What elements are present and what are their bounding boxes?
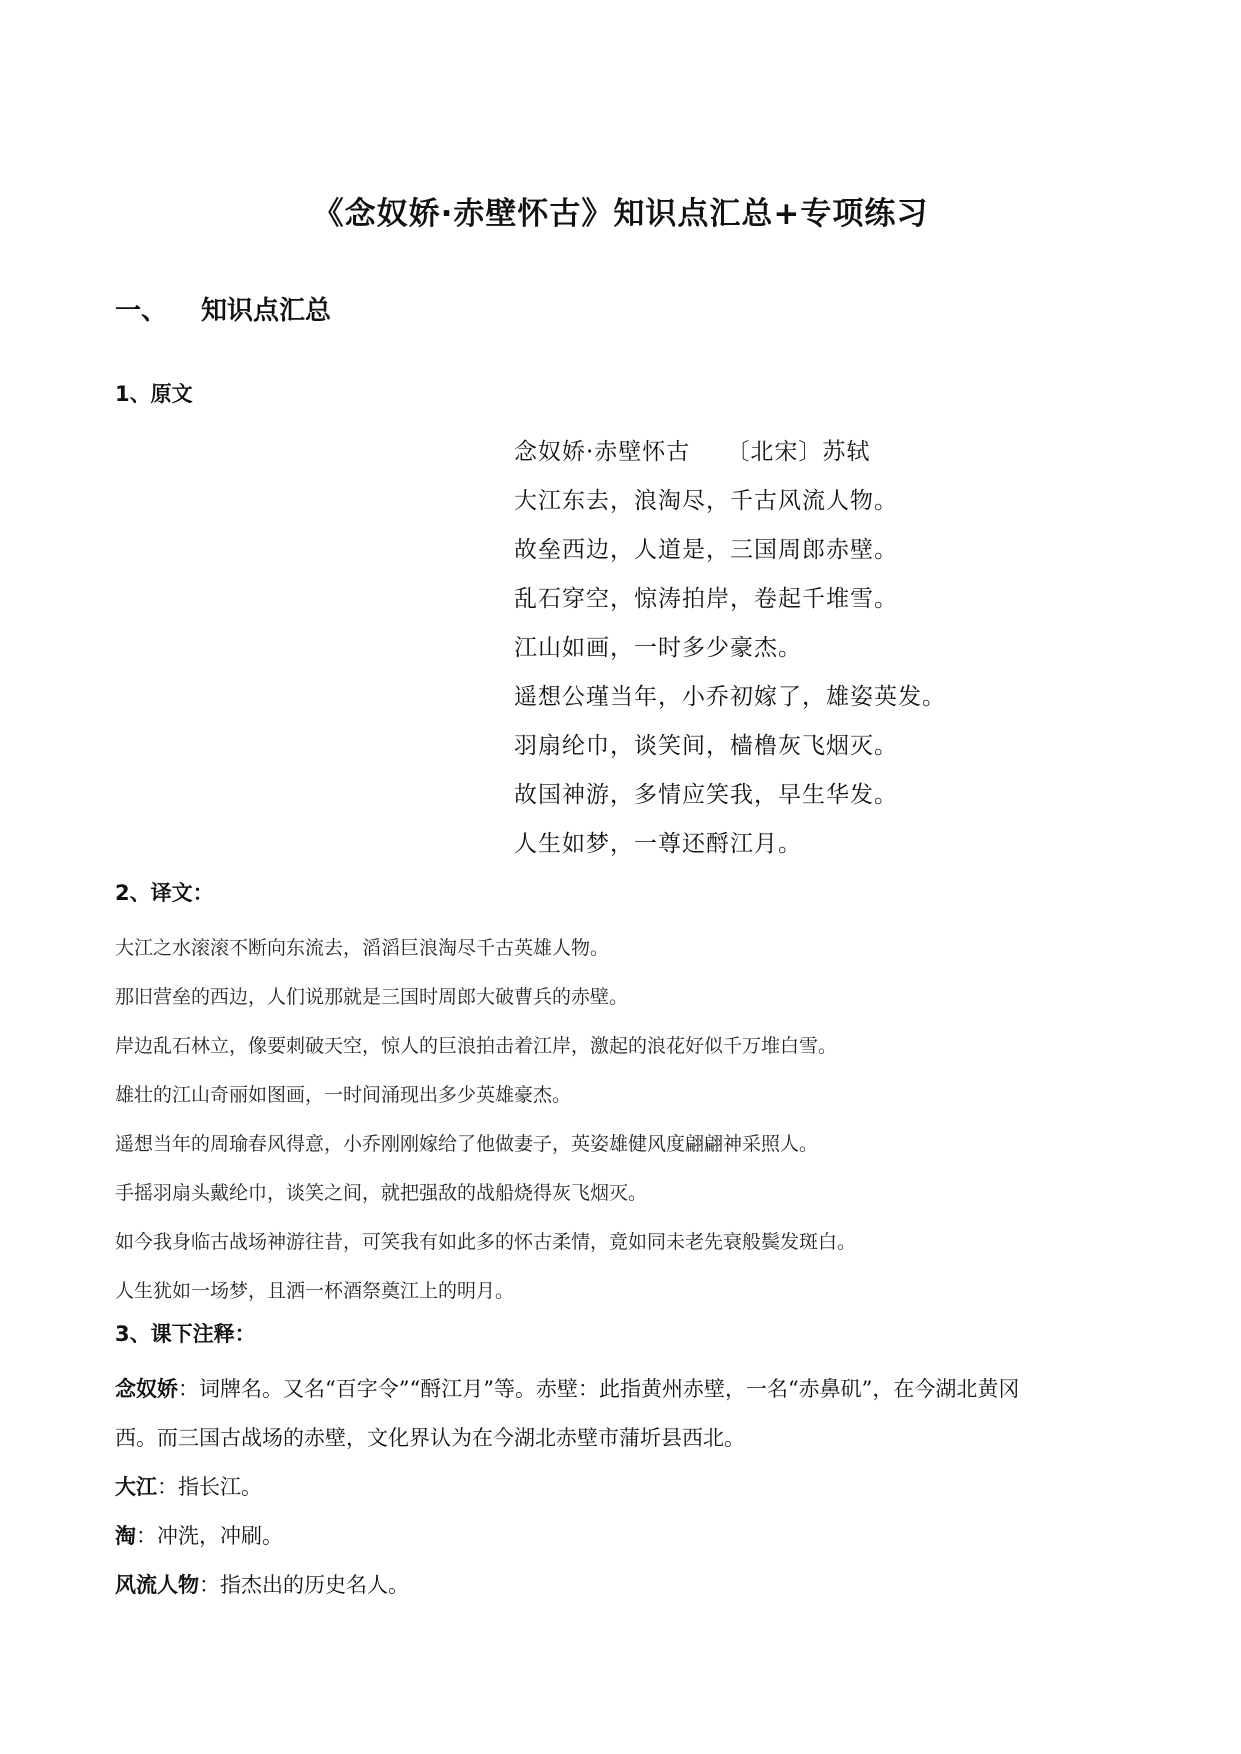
poem-line: 羽扇纶巾，谈笑间，樯橹灰飞烟灭。 <box>514 733 898 759</box>
translation-line: 岸边乱石林立，像要刺破天空，惊人的巨浪拍击着江岸，激起的浪花好似千万堆白雪。 <box>115 1035 838 1057</box>
note-text: ：指长江。 <box>157 1475 262 1499</box>
poem-line: 大江东去，浪淘尽，千古风流人物。 <box>514 488 898 514</box>
translation-line: 手摇羽扇头戴纶巾，谈笑之间，就把强敌的战船烧得灰飞烟灭。 <box>115 1182 648 1204</box>
section-label: 知识点汇总 <box>201 296 332 326</box>
translation-line: 遥想当年的周瑜春风得意，小乔刚刚嫁给了他做妻子，英姿雄健风度翩翩神采照人。 <box>115 1133 819 1155</box>
poem-line: 故国神游，多情应笑我，早生华发。 <box>514 782 898 808</box>
poem-line: 江山如画，一时多少豪杰。 <box>514 635 802 661</box>
note-term: 淘 <box>115 1524 136 1548</box>
translation-line: 那旧营垒的西边，人们说那就是三国时周郎大破曹兵的赤壁。 <box>115 986 629 1008</box>
section-number: 一、 <box>115 296 168 326</box>
translation-line: 如今我身临古战场神游往昔，可笑我有如此多的怀古柔情，竟如同未老先衰般鬓发斑白。 <box>115 1231 857 1253</box>
translation-block <box>115 924 856 1316</box>
note-text: ：冲洗，冲刷。 <box>136 1524 283 1548</box>
translation-line: 大江之水滚滚不断向东流去，滔滔巨浪淘尽千古英雄人物。 <box>115 937 610 959</box>
poem-line: 故垒西边，人道是，三国周郎赤壁。 <box>514 537 898 563</box>
translation-line: 人生犹如一场梦，且洒一杯酒祭奠江上的明月。 <box>115 1280 515 1302</box>
poem-author: 〔北宋〕苏轼 <box>726 439 871 465</box>
note-continuation: 西。而三国古战场的赤壁，文化界认为在今湖北赤壁市蒲圻县西北。 <box>115 1426 745 1450</box>
poem-line: 人生如梦，一尊还酹江月。 <box>514 831 802 857</box>
note-term: 念奴娇 <box>115 1377 178 1401</box>
note-term: 大江 <box>115 1475 157 1499</box>
note-item <box>115 1463 1135 1512</box>
poem-line: 乱石穿空，惊涛拍岸，卷起千堆雪。 <box>514 586 898 612</box>
section-heading <box>115 290 331 327</box>
note-text: ：指杰出的历史名人。 <box>199 1573 409 1597</box>
poem-title: 念奴娇·赤壁怀古 <box>514 439 691 465</box>
subheading-notes: 3、课下注释： <box>115 1322 256 1346</box>
subheading-original-text: 1、原文 <box>115 382 193 406</box>
poem-block <box>514 428 946 869</box>
note-item <box>115 1512 1135 1561</box>
notes-block <box>115 1365 1135 1610</box>
note-term: 风流人物 <box>115 1573 199 1597</box>
translation-line: 雄壮的江山奇丽如图画，一时间涌现出多少英雄豪杰。 <box>115 1084 572 1106</box>
subheading-translation: 2、译文： <box>115 881 214 905</box>
poem-header <box>514 428 946 477</box>
note-item <box>115 1561 1135 1610</box>
poem-line: 遥想公瑾当年，小乔初嫁了，雄姿英发。 <box>514 684 946 710</box>
document-title: 《念奴娇·赤壁怀古》知识点汇总+专项练习 <box>312 196 929 232</box>
note-item <box>115 1365 1135 1414</box>
note-text: ：词牌名。又名“百字令”“酹江月”等。赤壁：此指黄州赤壁，一名“赤鼻矶”，在今湖北黄冈 <box>178 1377 1020 1401</box>
